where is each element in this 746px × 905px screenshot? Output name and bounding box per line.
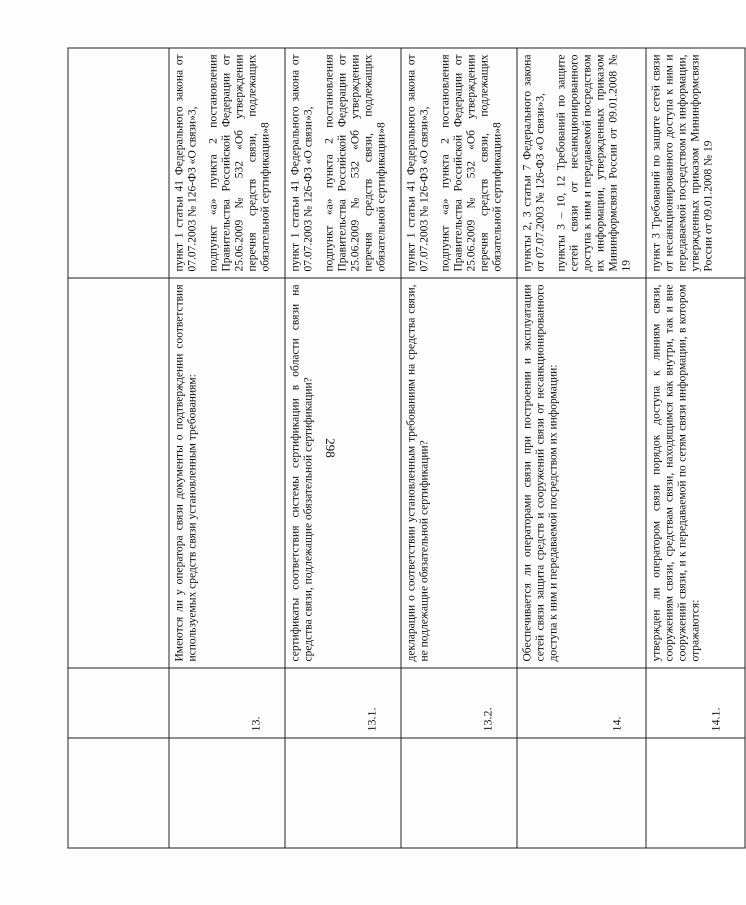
row-question: декларации о соответствии установленным требованиям на средства связи, не подлежащие обязательной сертификации? (401, 278, 517, 668)
legal-reference: пункты 3 – 10, 12 Требований по защите сетей связи от несанкционированного доступа к ним и передаваемой посредством их информации, утвержденных приказом Мининформсвязи России от 09.01.2008 № 19 (555, 54, 633, 271)
requirements-table (68, 47, 746, 848)
row-number: 14.1. (646, 668, 745, 738)
table-row (401, 48, 517, 848)
table-row (169, 48, 285, 848)
row-number: 14. (517, 668, 646, 738)
blank-cell-4 (68, 48, 169, 278)
legal-reference: пункт 1 статьи 41 Федерального закона от 07.07.2003 № 126-ФЗ «О связи»3, (289, 54, 315, 271)
row-blank-cell (646, 738, 745, 848)
row-blank-cell (517, 738, 646, 848)
row-number: 13. (169, 668, 285, 738)
row-number: 13.2. (401, 668, 517, 738)
table-header-blank-row (68, 48, 169, 848)
row-legal-references (517, 48, 646, 278)
row-question: сертификаты соответствия системы сертификации в области связи на средства связи, подлежащие обязательной сертификации? (285, 278, 401, 668)
legal-reference: пункт 3 Требований по защите сетей связи от несанкционированного доступа к ним и передаваемой посредством их информации, утвержденных приказом Мининформсвязи России от 09.01.2008 № 19 (650, 54, 715, 271)
row-question: Обеспечивается ли операторами связи при построении и эксплуатации сетей связи защита средств и сооружений связи от несанкционированного доступа к ним и передаваемой посредством их информации: (517, 278, 646, 668)
row-legal-references (285, 48, 401, 278)
row-blank-cell (169, 738, 285, 848)
table-row (646, 48, 745, 848)
row-blank-cell (401, 738, 517, 848)
row-blank-cell (285, 738, 401, 848)
row-legal-references (401, 48, 517, 278)
row-question: утвержден ли оператором связи порядок доступа к линиям связи, сооружениям связи, средствам связи, находящимся как внутри, так и вне сооружений связи, и к передаваемой по сетям связи информации, в котором отражаются: (646, 278, 745, 668)
table-row (517, 48, 646, 848)
legal-reference: пункт 1 статьи 41 Федерального закона от 07.07.2003 № 126-ФЗ «О связи»3, (173, 54, 199, 271)
row-legal-references (169, 48, 285, 278)
requirements-table-wrap (68, 48, 723, 848)
legal-reference: подпункт «а» пункта 2 постановления Правительства Российской Федерации от 25.06.2009 № 532 «Об утверждении перечня средств связи, подлежащих обязательной сертификации»8 (207, 54, 272, 271)
legal-reference: подпункт «а» пункта 2 постановления Правительства Российской Федерации от 25.06.2009 № 532 «Об утверждении перечня средств связи, подлежащих обязательной сертификации»8 (439, 54, 504, 271)
blank-cell-2 (68, 668, 169, 738)
blank-cell-1 (68, 738, 169, 848)
row-number: 13.1. (285, 668, 401, 738)
legal-reference: подпункт «а» пункта 2 постановления Правительства Российской Федерации от 25.06.2009 № 532 «Об утверждении перечня средств связи, подлежащих обязательной сертификации»8 (323, 54, 388, 271)
table-row (285, 48, 401, 848)
legal-reference: пункты 2, 3 статьи 7 Федерального закона от 07.07.2003 № 126-ФЗ «О связи»3, (521, 54, 547, 271)
row-legal-references (646, 48, 745, 278)
row-question: Имеются ли у оператора связи документы о подтверждении соответствия используемых средств связи установленным требованиям: (169, 278, 285, 668)
blank-cell-3 (68, 278, 169, 668)
page-number: 298 (323, 438, 338, 458)
legal-reference: пункт 1 статьи 41 Федерального закона от 07.07.2003 № 126-ФЗ «О связи»3, (405, 54, 431, 271)
